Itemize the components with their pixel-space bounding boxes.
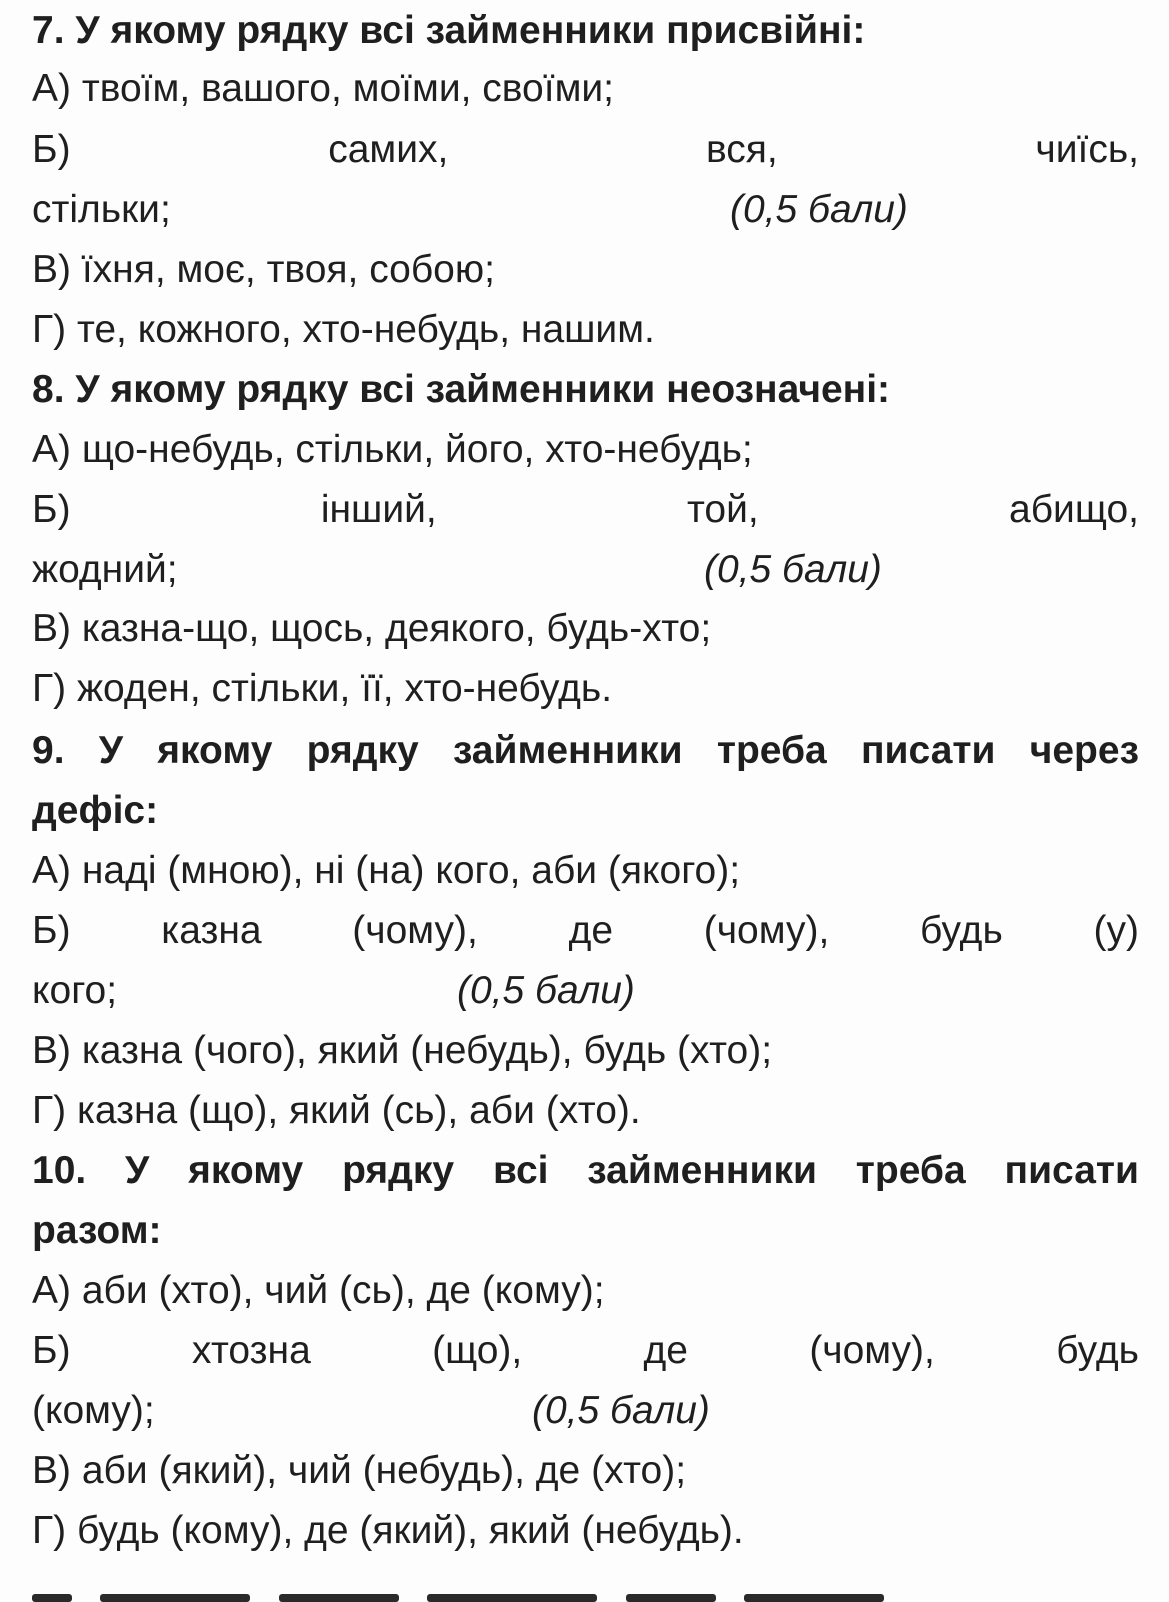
question-9-option-a: А) наді (мною), ні (на) кого, аби (якого);	[32, 849, 741, 892]
title-word: займенники	[587, 1149, 817, 1192]
question-8-title: 8. У якому рядку всі займенники неозначені:	[32, 368, 891, 411]
option-word: (чому),	[703, 909, 830, 952]
option-word: хтозна	[191, 1329, 311, 1372]
title-word: писати	[861, 729, 996, 772]
title-word: якому	[157, 729, 273, 772]
option-word: стільки;	[32, 188, 171, 231]
question-9-title-continued: дефіс:	[32, 789, 159, 832]
question-10-title-continued: разом:	[32, 1209, 162, 1252]
option-word: будь	[920, 909, 1003, 952]
score-label: (0,5 бали)	[730, 188, 908, 231]
question-8-option-b-continued	[32, 541, 1139, 599]
question-8-option-d: Г) жоден, стільки, її, хто-небудь.	[32, 667, 613, 710]
question-7-title: 7. У якому рядку всі займенники присвійні:	[32, 9, 866, 52]
option-word: інший,	[320, 488, 437, 531]
option-word: (у)	[1093, 909, 1139, 952]
option-word: абищо,	[1009, 488, 1139, 531]
option-word: кого;	[32, 969, 118, 1012]
option-word: (чому),	[352, 909, 478, 952]
option-word: той,	[687, 488, 759, 531]
question-10-option-c: В) аби (який), чий (небудь), де (хто);	[32, 1449, 687, 1492]
question-10-option-b-continued	[32, 1382, 1139, 1440]
question-10-option-a: А) аби (хто), чий (сь), де (кому);	[32, 1269, 605, 1312]
question-10-title	[32, 1142, 1139, 1200]
question-7-option-d: Г) те, кожного, хто-небудь, нашим.	[32, 308, 655, 351]
question-9-option-b-continued	[32, 962, 1139, 1020]
title-word: через	[1029, 729, 1139, 772]
score-label: (0,5 бали)	[457, 969, 635, 1012]
question-9-title	[32, 722, 1139, 780]
option-word: жодний;	[32, 548, 178, 591]
option-word: Б)	[32, 488, 71, 531]
title-word: займенники	[452, 729, 683, 772]
option-word: Б)	[32, 909, 71, 952]
question-7-option-b	[32, 121, 1139, 179]
question-10-option-d: Г) будь (кому), де (який), який (небудь).	[32, 1509, 744, 1552]
title-word: треба	[716, 729, 827, 772]
option-word: будь	[1056, 1329, 1139, 1372]
title-word: 10.	[32, 1149, 87, 1192]
question-7-option-a: А) твоїм, вашого, моїми, своїми;	[32, 67, 615, 110]
question-9-option-d: Г) казна (що), який (сь), аби (хто).	[32, 1089, 641, 1132]
option-word: вся,	[706, 128, 778, 171]
title-word: писати	[1004, 1149, 1139, 1192]
question-8-option-b	[32, 481, 1139, 539]
option-word: де	[643, 1329, 688, 1372]
option-word: казна	[161, 909, 262, 952]
option-word: (що),	[432, 1329, 523, 1372]
option-word: Б)	[32, 1329, 71, 1372]
title-word: У	[98, 729, 124, 772]
question-8-option-a: А) що-небудь, стільки, його, хто-небудь;	[32, 428, 753, 471]
option-word: чиїсь,	[1035, 128, 1139, 171]
score-label: (0,5 бали)	[704, 548, 882, 591]
title-word: якому	[188, 1149, 304, 1192]
title-word: 9.	[32, 729, 65, 772]
option-word: де	[568, 909, 614, 952]
question-8-option-c: В) казна-що, щось, деякого, будь-хто;	[32, 607, 712, 650]
question-7-option-c: В) їхня, моє, твоя, собою;	[32, 248, 495, 291]
question-10-option-b	[32, 1322, 1139, 1380]
title-word: рядку	[306, 729, 419, 772]
title-word: треба	[855, 1149, 966, 1192]
option-word: (кому);	[32, 1389, 155, 1432]
option-word: Б)	[32, 128, 71, 171]
title-word: У	[125, 1149, 150, 1192]
title-word: рядку	[342, 1149, 455, 1192]
score-label: (0,5 бали)	[532, 1389, 710, 1432]
option-word: (чому),	[809, 1329, 935, 1372]
title-word: всі	[492, 1149, 549, 1192]
question-9-option-b	[32, 902, 1139, 960]
question-7-option-b-continued	[32, 181, 1139, 239]
option-word: самих,	[328, 128, 449, 171]
question-9-option-c: В) казна (чого), який (небудь), будь (хто);	[32, 1029, 773, 1072]
